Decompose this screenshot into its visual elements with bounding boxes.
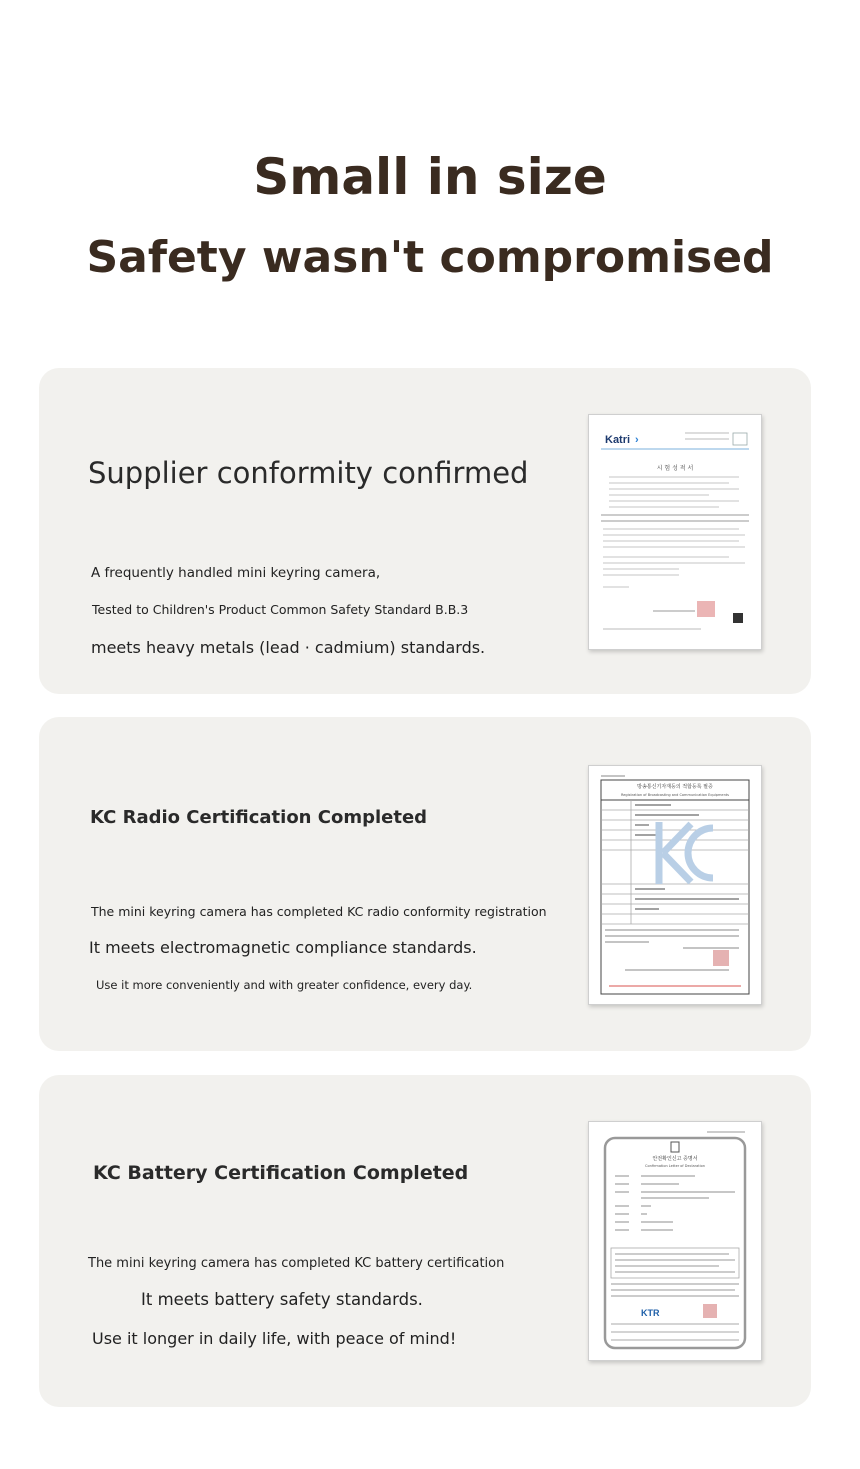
doc-subheading: Confirmation Letter of Declaration — [645, 1164, 705, 1168]
section-line: A frequently handled mini keyring camera, — [91, 565, 381, 581]
radio-registration-document-image — [588, 765, 762, 1005]
doc-logo: KTR — [641, 1308, 660, 1318]
section-line: meets heavy metals (lead · cadmium) standards. — [91, 638, 486, 657]
doc-logo: Katri — [605, 434, 631, 446]
battery-declaration-document-image — [588, 1121, 762, 1361]
svg-text:›: › — [635, 434, 639, 446]
doc-heading: 안전확인신고 증명서 — [652, 1156, 698, 1162]
section-line: It meets electromagnetic compliance standards. — [89, 938, 477, 957]
doc-heading: 방송통신기자재등의 적합등록 필증 — [637, 784, 713, 790]
kc-radio-certification-card — [39, 717, 811, 1051]
test-report-document-image — [588, 414, 762, 650]
page-subtitle: Safety wasn't compromised — [86, 232, 774, 283]
supplier-conformity-card — [39, 368, 811, 694]
section-title: Supplier conformity confirmed — [88, 456, 529, 490]
doc-heading: 시 험 성 적 서 — [656, 465, 694, 472]
kc-battery-certification-card — [39, 1075, 811, 1407]
section-line: The mini keyring camera has completed KC radio conformity registration — [91, 904, 547, 919]
page-title: Small in size — [253, 148, 607, 206]
section-title: KC Battery Certification Completed — [93, 1162, 469, 1184]
section-title: KC Radio Certification Completed — [90, 807, 428, 828]
section-line: Use it more conveniently and with greater confidence, every day. — [96, 978, 473, 992]
section-line: Use it longer in daily life, with peace of mind! — [92, 1329, 457, 1348]
section-line: The mini keyring camera has completed KC battery certification — [88, 1256, 505, 1271]
section-line: Tested to Children's Product Common Safety Standard B.B.3 — [92, 602, 469, 617]
doc-subheading: Registration of Broadcasting and Communication Equipments — [621, 793, 729, 797]
section-line: It meets battery safety standards. — [141, 1290, 423, 1309]
